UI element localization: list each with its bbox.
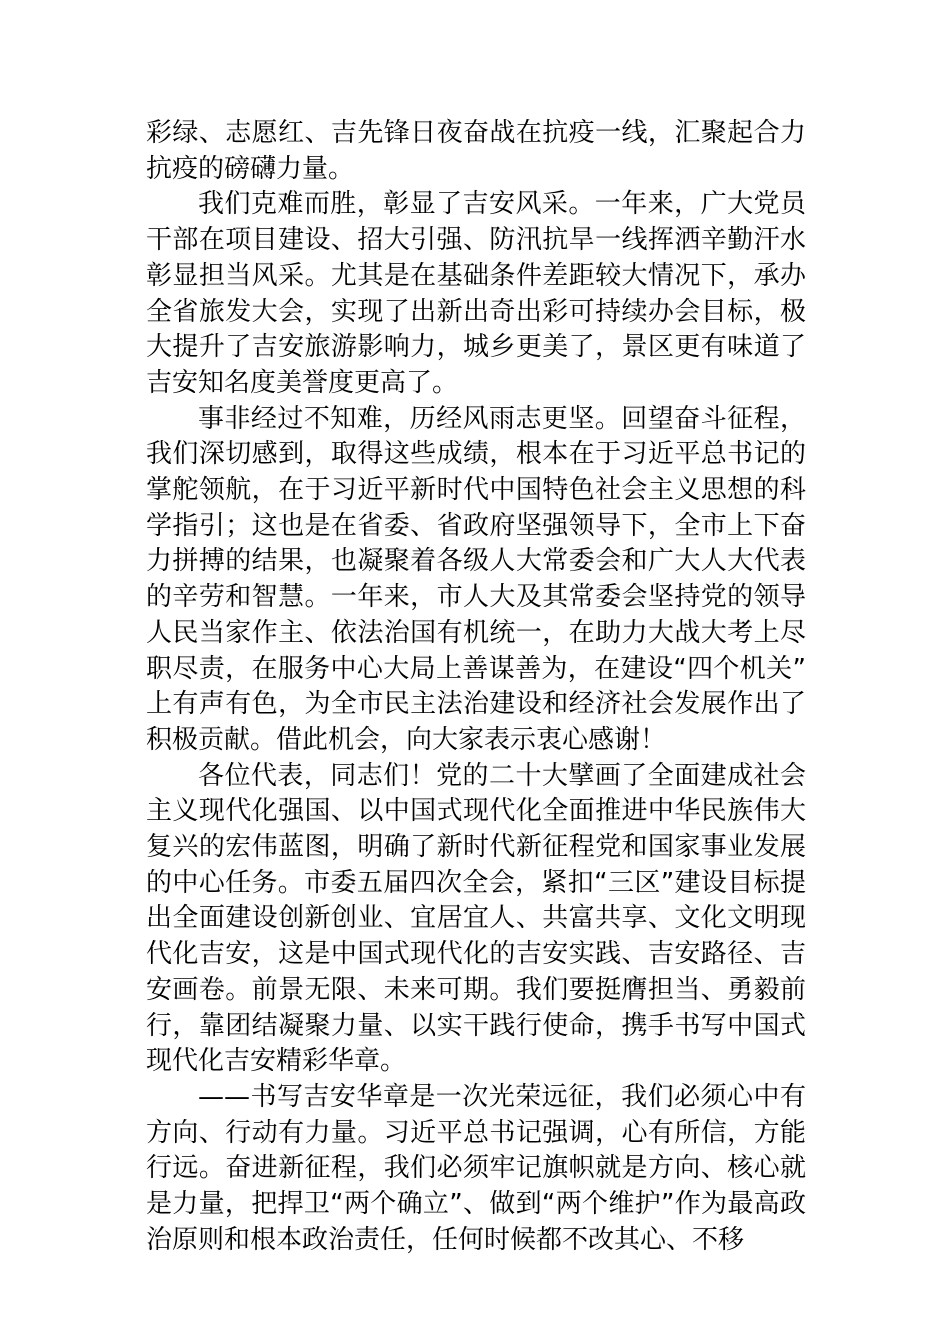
paragraph-1: 彩绿、志愿红、吉先锋日夜奋战在抗疫一线，汇聚起合力抗疫的磅礴力量。 <box>146 118 806 184</box>
paragraph-5: ——书写吉安华章是一次光荣远征，我们必须心中有方向、行动有力量。习近平总书记强调，心有所信，方能行远。奋进新征程，我们必须牢记旗帜就是方向、核心就是力量，把捍卫“两个确立”、做到“两个维护”作为最高政治原则和根本政治责任，任何时候都不改其心、不移 <box>146 1081 806 1255</box>
body-text <box>146 116 806 1259</box>
paragraph-3: 事非经过不知难，历经风雨志更坚。回望奋斗征程，我们深切感到，取得这些成绩，根本在于习近平总书记的掌舵领航，在于习近平新时代中国特色社会主义思想的科学指引；这也是在省委、省政府坚强领导下，全市上下奋力拼搏的结果，也凝聚着各级人大常委会和广大人大代表的辛劳和智慧。一年来，市人大及其常委会坚持党的领导人民当家作主、依法治国有机统一，在助力大战大考上尽职尽责，在服务中心大局上善谋善为，在建设“四个机关”上有声有色，为全市民主法治建设和经济社会发展作出了积极贡献。借此机会，向大家表示衷心感谢！ <box>146 403 806 755</box>
paragraph-2: 我们克难而胜，彰显了吉安风采。一年来，广大党员干部在项目建设、招大引强、防汛抗旱一线挥洒辛勤汗水彰显担当风采。尤其是在基础条件差距较大情况下，承办全省旅发大会，实现了出新出奇出彩可持续办会目标，极大提升了吉安旅游影响力，城乡更美了，景区更有味道了吉安知名度美誉度更高了。 <box>146 189 806 398</box>
paragraph-4: 各位代表，同志们！党的二十大擘画了全面建成社会主义现代化强国、以中国式现代化全面推进中华民族伟大复兴的宏伟蓝图，明确了新时代新征程党和国家事业发展的中心任务。市委五届四次全会，紧扣“三区”建设目标提出全面建设创新创业、宜居宜人、共富共享、文化文明现代化吉安，这是中国式现代化的吉安实践、吉安路径、吉安画卷。前景无限、未来可期。我们要挺膺担当、勇毅前行，靠团结凝聚力量、以实干践行使命，携手书写中国式现代化吉安精彩华章。 <box>146 760 806 1077</box>
